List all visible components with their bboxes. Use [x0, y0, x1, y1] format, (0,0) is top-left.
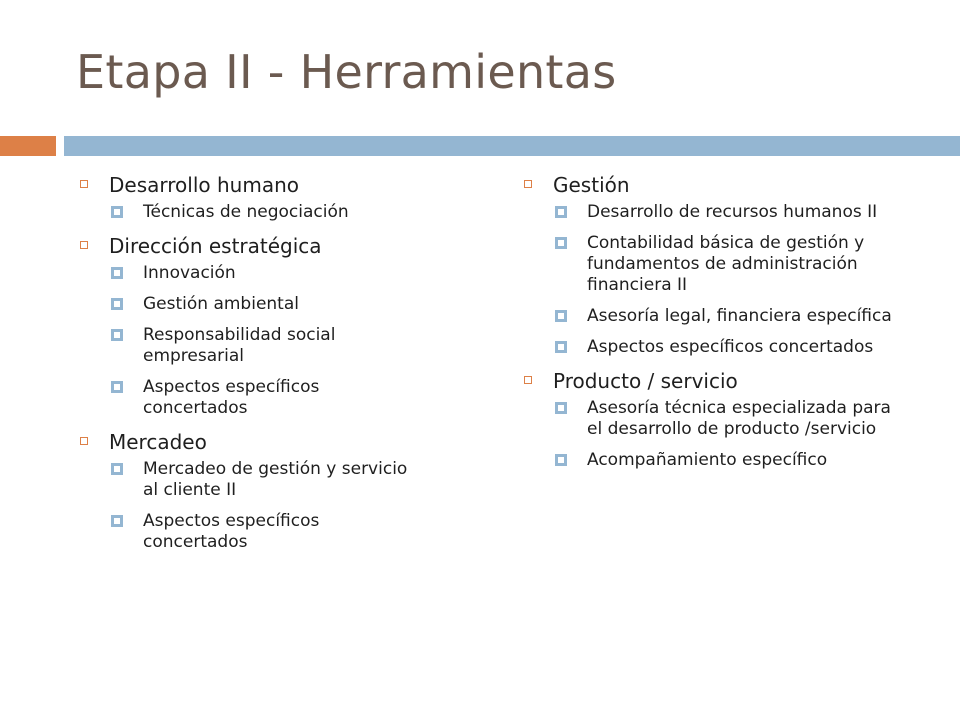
hollow-square-bullet-icon	[80, 180, 88, 188]
list-item	[553, 306, 900, 327]
left-column	[76, 172, 426, 563]
filled-square-bullet-icon	[555, 310, 567, 322]
section-mercadeo	[76, 429, 426, 553]
accent-bar-blue	[64, 136, 960, 156]
section-heading: Gestión	[553, 173, 630, 197]
hollow-square-bullet-icon	[524, 180, 532, 188]
sub-list	[109, 459, 426, 553]
list-item-text: Contabilidad básica de gestión y fundamentos de administración financiera II	[587, 233, 865, 295]
filled-square-bullet-icon	[111, 463, 123, 475]
list-item	[553, 337, 900, 358]
list-item	[109, 511, 426, 553]
list-item-text: Técnicas de negociación	[143, 202, 349, 222]
list-item	[553, 202, 900, 223]
filled-square-bullet-icon	[555, 206, 567, 218]
section-heading: Desarrollo humano	[109, 173, 299, 197]
section-heading: Mercadeo	[109, 430, 207, 454]
filled-square-bullet-icon	[111, 515, 123, 527]
list-item	[109, 263, 426, 284]
sub-list	[109, 263, 426, 419]
hollow-square-bullet-icon	[80, 241, 88, 249]
list-item	[109, 459, 426, 501]
sub-list	[109, 202, 426, 223]
section-desarrollo-humano	[76, 172, 426, 223]
hollow-square-bullet-icon	[80, 437, 88, 445]
list-item	[109, 325, 426, 367]
filled-square-bullet-icon	[555, 454, 567, 466]
filled-square-bullet-icon	[111, 206, 123, 218]
filled-square-bullet-icon	[111, 298, 123, 310]
list-item-text: Gestión ambiental	[143, 294, 299, 314]
list-item-text: Aspectos específicos concertados	[143, 377, 320, 418]
list-item-text: Innovación	[143, 263, 236, 283]
filled-square-bullet-icon	[111, 329, 123, 341]
list-item	[109, 377, 426, 419]
list-item-text: Desarrollo de recursos humanos II	[587, 202, 878, 222]
list-item	[109, 294, 426, 315]
accent-bar-orange	[0, 136, 56, 156]
sub-list	[553, 398, 900, 471]
list-item-text: Responsabilidad social empresarial	[143, 325, 336, 366]
list-item-text: Acompañamiento específico	[587, 450, 828, 470]
section-gestion	[520, 172, 900, 358]
section-heading: Dirección estratégica	[109, 234, 322, 258]
list-item	[553, 233, 900, 296]
list-item-text: Asesoría técnica especializada para el desarrollo de producto /servicio	[587, 398, 891, 439]
filled-square-bullet-icon	[555, 341, 567, 353]
filled-square-bullet-icon	[555, 237, 567, 249]
list-item	[553, 450, 900, 471]
section-direccion-estrategica	[76, 233, 426, 419]
filled-square-bullet-icon	[555, 402, 567, 414]
filled-square-bullet-icon	[111, 267, 123, 279]
list-item	[109, 202, 426, 223]
list-item-text: Aspectos específicos concertados	[143, 511, 320, 552]
list-item-text: Asesoría legal, financiera específica	[587, 306, 892, 326]
hollow-square-bullet-icon	[524, 376, 532, 384]
section-producto-servicio	[520, 368, 900, 471]
list-item	[553, 398, 900, 440]
filled-square-bullet-icon	[111, 381, 123, 393]
slide-title: Etapa II - Herramientas	[76, 45, 617, 99]
right-column	[520, 172, 900, 481]
list-item-text: Aspectos específicos concertados	[587, 337, 874, 357]
section-heading: Producto / servicio	[553, 369, 738, 393]
list-item-text: Mercadeo de gestión y servicio al cliente II	[143, 459, 408, 500]
sub-list	[553, 202, 900, 358]
